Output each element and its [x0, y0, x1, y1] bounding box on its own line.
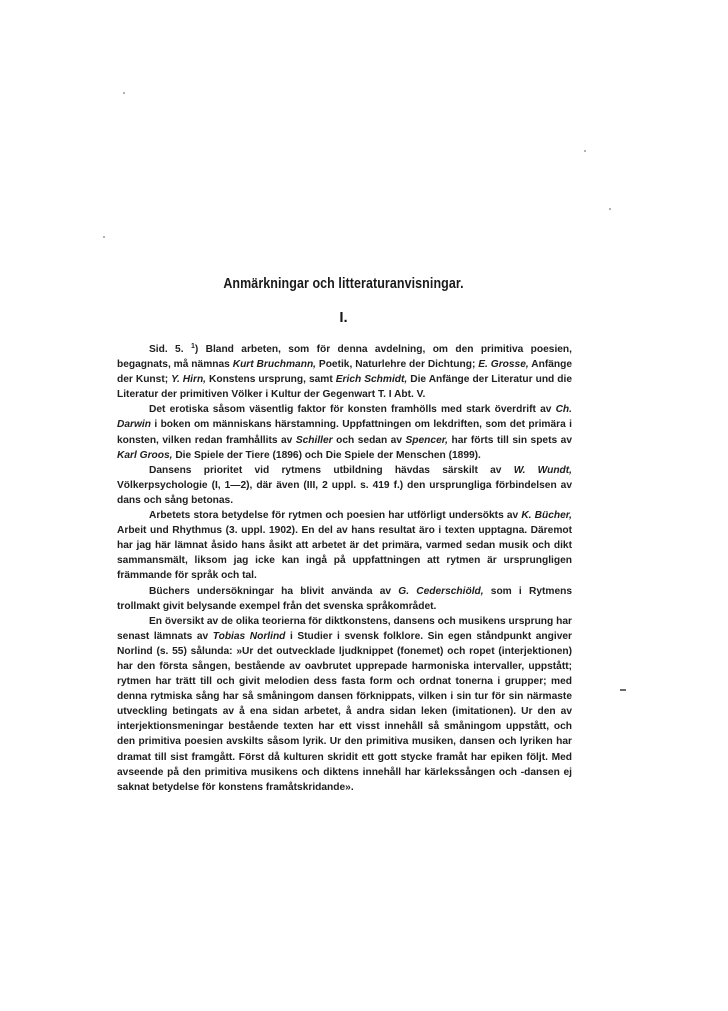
note-paragraph	[117, 463, 572, 508]
text-run: En översikt av de olika teorierna för diktkonstens, dansens och musikens ursprung har senast lämnats av	[117, 615, 572, 642]
note-paragraph	[117, 508, 572, 583]
text-run: som i Rytmens trollmakt givit belysande exempel från det svenska språkområdet.	[117, 585, 572, 612]
notes-body	[117, 342, 572, 795]
section-number: I.	[339, 309, 348, 326]
text-run: ) Bland arbeten, som för denna avdelning, om den primitiva poesien, begagnats, må nämnas	[117, 344, 572, 371]
text-run: i Studier i svensk folklore. Sin egen ståndpunkt angiver Norlind (s. 55) sålunda: »Ur det outvecklade ljudknippet (fonemet) och ropet (interjektionen) har den första sången, bestående av oavbrutet upprepade harmoniska intervaller, uppstått; rytmen har trätt till och givit melodien dess fasta form och ordnat tonerna i grupper; med denna rytmiska sång har så småningom dansen förknippats, vilken i sin tur för sin närmaste utveckling betingats av å ena sidan arbetet, å andra sidan leken (imitationen). Ur den av interjektionsmeningar bestående texten har ett visst innehåll så småningom uppstått, och den primitiva poesien avskilts såsom lyrik. Ur den primitiva musiken, dansen och lyriken har dramat till sist framgått. Först då kulturen skridit ett gott stycke framåt har epiken följt. Med avseende på den primitiva musikens och diktens innehåll har kärlekssången och -dansen ej saknat betydelse för konstens framåtskridande».	[117, 630, 572, 793]
scan-speck	[584, 150, 586, 152]
cited-name: G. Cederschiöld,	[398, 585, 484, 597]
cited-name: Kurt Bruchmann,	[232, 359, 316, 371]
note-paragraph	[117, 584, 572, 614]
note-paragraph	[117, 614, 572, 795]
cited-name: Spencer,	[405, 434, 448, 446]
text-run: Anfänge der Kunst;	[117, 359, 572, 386]
cited-name: K. Bücher,	[521, 510, 572, 522]
text-run	[184, 344, 191, 355]
scan-speck	[123, 92, 125, 94]
cited-name: Erich Schmidt,	[335, 374, 408, 386]
cited-name: Y. Hirn,	[171, 374, 206, 386]
text-run: Völkerpsychologie (I, 1—2), där även (III, 2 uppl. s. 419 f.) den ursprungliga förbindelsen av dans och sång betonas.	[117, 479, 572, 506]
note-paragraph	[117, 342, 572, 402]
note-paragraph	[117, 402, 572, 462]
cited-name: Karl Groos,	[117, 449, 173, 461]
text-run: Arbetets stora betydelse för rytmen och poesien har utförligt undersökts av	[149, 510, 522, 522]
cited-name: Ch. Darwin	[117, 404, 572, 431]
cited-name: Tobias Norlind	[212, 630, 286, 642]
text-run: Büchers undersökningar ha blivit använda av	[149, 585, 399, 597]
text-run: Arbeit und Rhythmus (3. uppl. 1902). En del av hans resultat äro i texten upptagna. Däremot har jag här lämnat åsido hans åsikt att arbetet är det primära, varmed sedan musik och dikt sammansmält, liksom jag icke kan ingå på uppfattningen att rytmen är ursprungligen främmande för språk och tal.	[117, 525, 572, 582]
text-run: Poetik, Naturlehre der Dichtung;	[316, 359, 479, 371]
footnote-marker: 1	[190, 343, 195, 350]
text-run: i boken om människans härstamning. Uppfattningen om lekdriften, som det primära i konsten, vilken redan framhållits av	[117, 419, 572, 446]
cited-name: Schiller	[295, 434, 333, 446]
text-run: och sedan av	[332, 434, 406, 446]
cited-name: E. Grosse,	[478, 359, 529, 371]
text-run: Die Anfänge der Literatur und die Literatur der primitiven Völker i Kultur der Gegenwart T. I Abt. V.	[117, 374, 572, 401]
text-run: Dansens prioritet vid rytmens utbildning hävdas särskilt av	[149, 464, 514, 476]
scan-speck	[103, 236, 105, 238]
text-run: Die Spiele der Tiere (1896) och Die Spiele der Menschen (1899).	[172, 449, 481, 461]
text-run: har förts till sin spets av	[447, 434, 572, 446]
text-run: Konstens ursprung, samt	[206, 374, 336, 386]
page-heading: Anmärkningar och litteraturanvisningar.	[223, 276, 464, 292]
text-run: Det erotiska såsom väsentlig faktor för konsten framhölls med stark överdrift av	[149, 404, 556, 416]
scan-mark	[620, 689, 626, 691]
cited-name: W. Wundt,	[513, 464, 573, 476]
scan-speck	[609, 208, 611, 210]
page-reference: Sid. 5.	[149, 344, 184, 355]
